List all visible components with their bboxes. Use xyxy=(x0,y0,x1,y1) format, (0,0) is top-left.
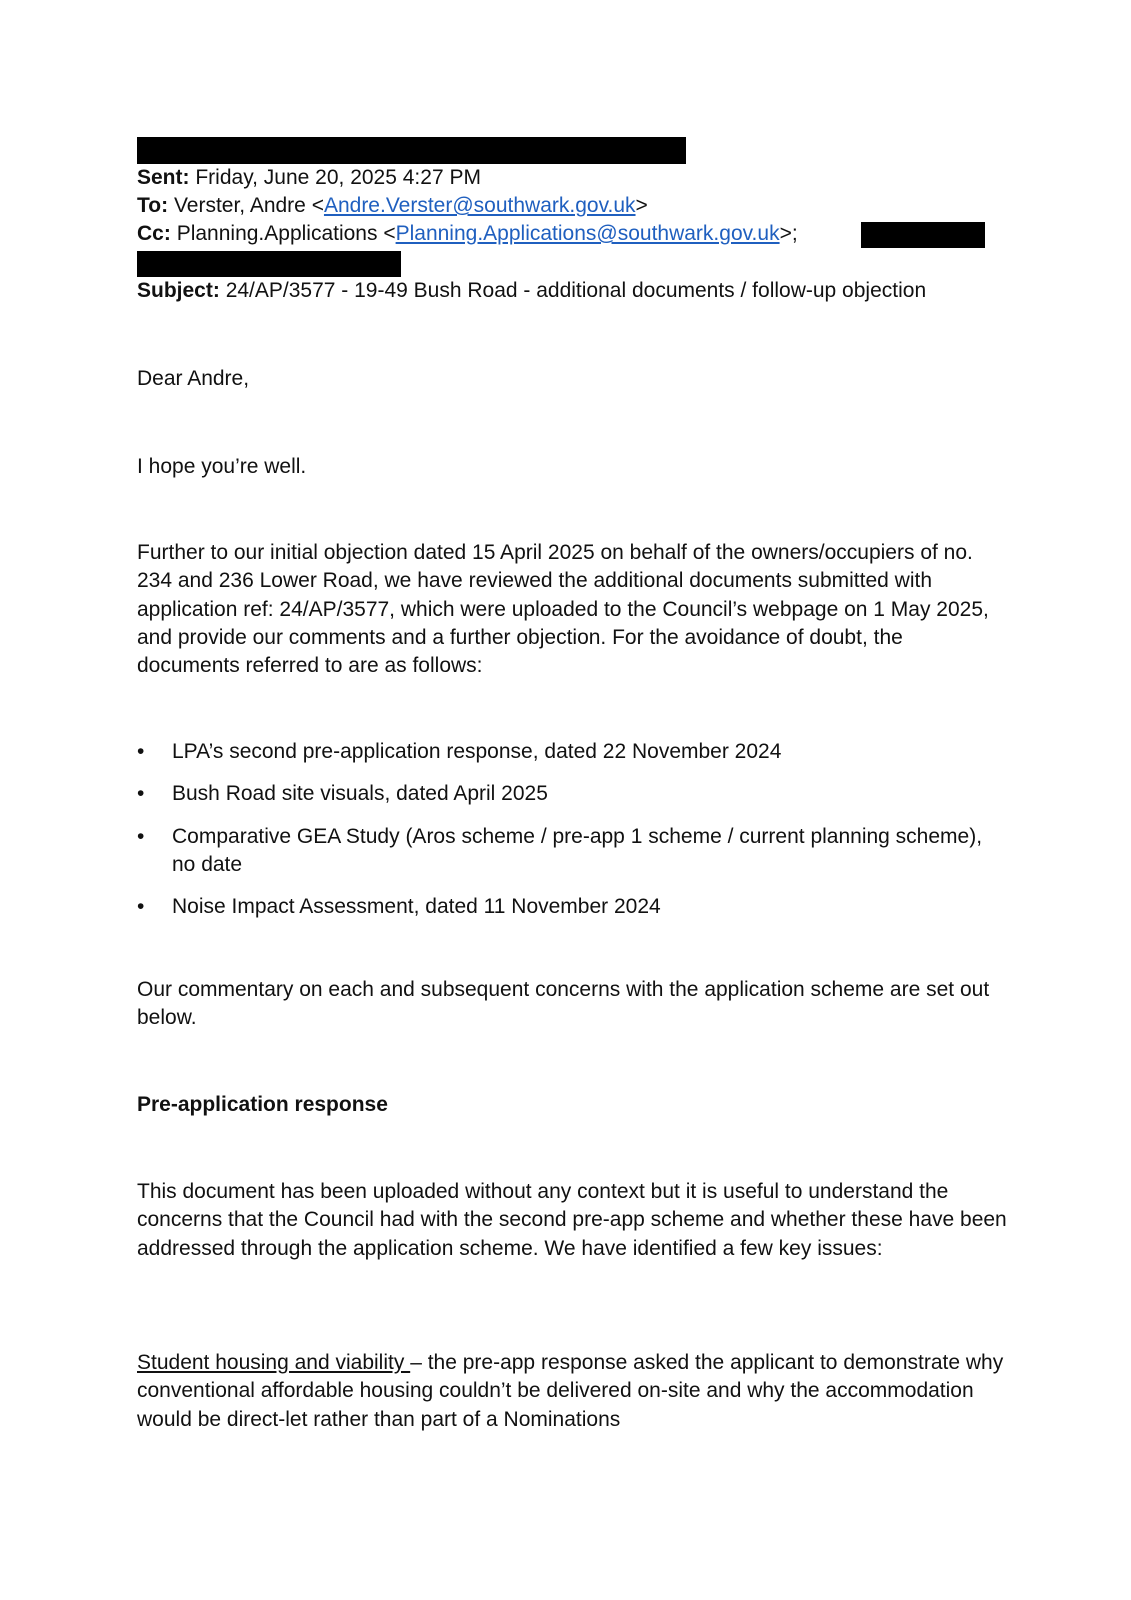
subject-value: 24/AP/3577 - 19-49 Bush Road - additional documents / follow-up objection xyxy=(225,279,927,302)
section-heading-pre-application: Pre-application response xyxy=(137,1093,388,1116)
sent-value: Friday, June 20, 2025 4:27 PM xyxy=(195,166,481,189)
to-line xyxy=(137,192,648,220)
list-item-text: Comparative GEA Study (Aros scheme / pre-app 1 scheme / current planning scheme), no date xyxy=(172,824,983,876)
to-close: > xyxy=(635,194,648,217)
bullet-icon: • xyxy=(137,740,145,763)
to-email-link[interactable]: Andre.Verster@southwark.gov.uk xyxy=(323,194,636,217)
paragraph-student-housing xyxy=(137,1349,1007,1434)
student-housing-lead: Student housing and viability xyxy=(137,1351,411,1374)
sent-line xyxy=(137,164,481,192)
list-item xyxy=(137,823,987,880)
redaction-cc-1 xyxy=(861,222,985,248)
bullet-icon: • xyxy=(137,824,145,848)
subject-line xyxy=(137,277,926,305)
subject-label: Subject: xyxy=(137,279,220,302)
paragraph-initial-objection: Further to our initial objection dated 15 April 2025 on behalf of the owners/occupiers of no. 234 and 236 Lower Road, we have reviewed the additional documents submitted with application ref: 24/AP/3577, which were uploaded to the Council’s webpage on 1 May 2025, and provide our comments and a further objection. For the avoidance of doubt, the documents referred to are as follows: xyxy=(137,541,989,678)
cc-email-link[interactable]: Planning.Applications@southwark.gov.uk xyxy=(395,222,780,245)
sent-label: Sent: xyxy=(137,166,190,189)
bullet-icon: • xyxy=(137,895,145,919)
documents-list xyxy=(137,738,987,935)
paragraph-commentary: Our commentary on each and subsequent concerns with the application scheme are set out below. xyxy=(137,978,990,1030)
greeting: Dear Andre, xyxy=(137,367,250,390)
list-item-text: LPA’s second pre-application response, dated 22 November 2024 xyxy=(172,740,782,763)
student-housing-text: – the pre-app response asked the applicant to demonstrate why conventional affordable housing couldn’t be delivered on-site and why the accommodation would be direct-let rather than part of a Nominations xyxy=(137,1351,1004,1431)
redaction-from xyxy=(137,137,686,164)
bullet-icon: • xyxy=(137,782,145,806)
redaction-cc-2 xyxy=(137,251,401,277)
paragraph-pre-app-context: This document has been uploaded without any context but it is useful to understand the concerns that the Council had with the second pre-app scheme and whether these have been addressed through the application scheme. We have identified a few key issues: xyxy=(137,1180,1007,1260)
to-label: To: xyxy=(137,194,169,217)
cc-label: Cc: xyxy=(137,222,171,245)
cc-line xyxy=(137,220,798,248)
list-item xyxy=(137,738,987,766)
cc-name: Planning.Applications < xyxy=(176,222,396,245)
list-item-text: Bush Road site visuals, dated April 2025 xyxy=(172,782,548,806)
to-name: Verster, Andre < xyxy=(173,194,324,217)
intro-line: I hope you’re well. xyxy=(137,455,307,478)
list-item xyxy=(137,780,987,808)
cc-close: >; xyxy=(779,222,798,245)
list-item xyxy=(137,893,987,921)
list-item-text: Noise Impact Assessment, dated 11 November 2024 xyxy=(172,895,661,919)
